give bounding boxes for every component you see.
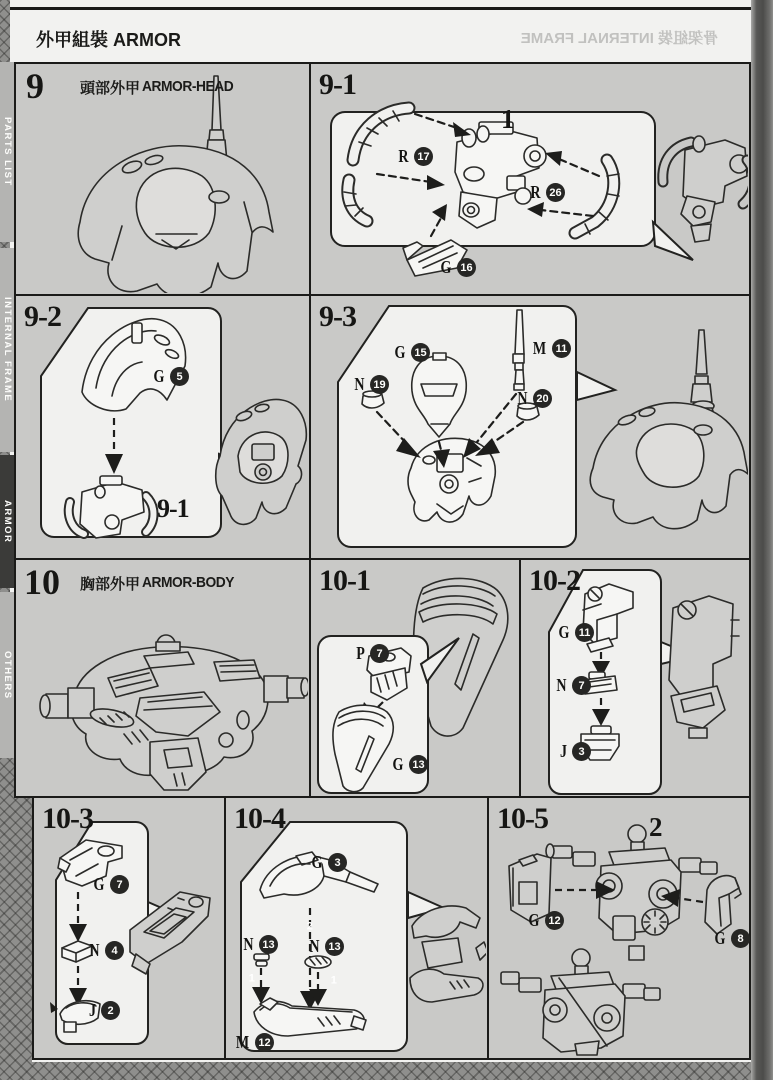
part-number-badge: 12 (545, 911, 564, 930)
part-callout-p7 (355, 643, 389, 664)
torso-frame-drawing (546, 825, 717, 960)
part-callout-r26 (529, 182, 565, 203)
part-letter: G (153, 366, 165, 386)
panel-step-10-2 (519, 558, 751, 798)
part-number-badge: 15 (411, 343, 430, 362)
step-title-en: ARMOR-BODY (142, 574, 234, 591)
part-letter: N (354, 374, 365, 394)
clip-part-n13-right (305, 956, 331, 968)
step-10-4-diagram (226, 798, 486, 1057)
panel-step-9 (14, 62, 311, 296)
part-callout-g3 (310, 852, 347, 873)
side-plate-part-g8 (705, 876, 741, 934)
part-number-badge: 12 (255, 1033, 274, 1052)
sidebar-tab-label: INTERNAL FRAME (2, 297, 13, 403)
part-callout-g8 (713, 928, 750, 949)
sidebar-tab-parts-list (0, 62, 15, 242)
assembly-arrow (677, 898, 703, 902)
sidebar-tab-label: ARMOR (2, 499, 13, 544)
part-letter: G (93, 874, 105, 894)
torso-drawing (40, 635, 308, 790)
callout-pointer (577, 372, 615, 400)
page-edge-texture (0, 758, 32, 1080)
part-letter: G (528, 910, 540, 930)
part-letter: G (558, 622, 570, 642)
clip-part-n13-left (254, 954, 269, 966)
part-number-badge: 13 (325, 937, 344, 956)
sidebar-tab-internal-frame (0, 248, 15, 452)
step-title-en: ARMOR-HEAD (142, 78, 234, 95)
page-spine-shadow (751, 0, 773, 1080)
panel-step-10-1 (309, 558, 521, 798)
part-callout-r17 (397, 146, 433, 167)
head-armor-outline (78, 146, 273, 293)
subassembly-ref-label: 9-1 (157, 494, 189, 523)
sidebar-tab-label: PARTS LIST (2, 117, 13, 187)
part-letter: G (392, 754, 404, 774)
part-callout-j2 (88, 1000, 120, 1021)
step-number: 10 (24, 562, 60, 602)
step-number: 9-1 (319, 68, 356, 101)
bleedthrough-text: 骨架組裝 INTERNAL FRAME (520, 30, 718, 47)
panel-step-9-2 (14, 294, 311, 560)
step-number: 9-3 (319, 300, 356, 333)
step-number: 9-2 (24, 300, 61, 333)
step-number: 10-3 (42, 802, 93, 835)
part-number-badge: 3 (328, 853, 347, 872)
result-chest-front-drawing (410, 906, 486, 1002)
result-head-drawing (216, 399, 307, 524)
part-number-badge: 3 (572, 742, 591, 761)
panel-step-10-4 (224, 796, 489, 1060)
part-letter: G (394, 342, 406, 362)
part-number-badge: 17 (414, 147, 433, 166)
part-letter: G (440, 257, 452, 277)
part-callout-n13-left (242, 934, 278, 955)
part-number-badge: 20 (533, 389, 552, 408)
part-callout-j3 (559, 741, 591, 762)
part-number-badge: 13 (409, 755, 428, 774)
part-callout-g15 (393, 342, 430, 363)
part-number-badge: 26 (546, 183, 565, 202)
part-number-badge: 5 (170, 367, 189, 386)
part-number-badge: 8 (731, 929, 750, 948)
part-callout-m12 (234, 1032, 274, 1053)
part-callout-m11 (531, 338, 571, 359)
step-title-cjk: 胸部外甲 (80, 576, 141, 593)
step-number: 10-5 (497, 802, 548, 835)
step-number: 10-2 (529, 564, 580, 597)
panel-step-9-3 (309, 294, 751, 560)
part-letter: N (517, 388, 528, 408)
result-torso-drawing (501, 949, 660, 1055)
part-callout-n13-right (308, 936, 344, 957)
step-10-3-diagram (34, 798, 223, 1057)
step-number: 10-4 (234, 802, 285, 835)
part-letter: M (532, 338, 547, 358)
result-head-antenna-drawing (590, 330, 748, 529)
step-number: 10-1 (319, 564, 370, 597)
part-callout-n20 (516, 388, 552, 409)
part-letter: J (559, 741, 568, 761)
sidebar-tab-others (0, 592, 15, 758)
part-callout-n19 (353, 374, 389, 395)
step-order-badge-2: 2 (307, 920, 314, 933)
part-letter: N (556, 675, 567, 695)
sidebar-tab-label: OTHERS (2, 650, 13, 700)
part-callout-g12 (527, 910, 564, 931)
panel-step-10-3 (32, 796, 226, 1060)
step-number: 9 (26, 66, 44, 106)
part-letter: R (398, 146, 409, 166)
sidebar-tab-armor (0, 455, 15, 588)
step-order-badge-1-left: 1 (249, 972, 256, 985)
part-number-badge: 19 (370, 375, 389, 394)
part-letter: R (530, 182, 541, 202)
part-callout-g11 (557, 622, 594, 643)
part-number-badge: 11 (575, 623, 594, 642)
panel-step-9-1 (309, 62, 751, 296)
part-callout-g5 (152, 366, 189, 387)
part-callout-n7 (555, 675, 591, 696)
part-number-badge: 16 (457, 258, 476, 277)
step-order-badge-1-right: 1 (331, 974, 338, 987)
part-number-badge: 7 (572, 676, 591, 695)
page-title-cjk: 外甲組裝 (36, 30, 108, 50)
step-9-3-diagram (311, 296, 748, 557)
part-letter: G (714, 928, 726, 948)
part-number-badge: 4 (105, 941, 124, 960)
part-callout-g16 (439, 257, 476, 278)
part-letter: N (243, 934, 254, 954)
step-9-1-diagram (311, 64, 748, 293)
part-letter: J (88, 1000, 97, 1020)
part-letter: M (235, 1032, 250, 1052)
part-callout-g7 (92, 874, 129, 895)
part-number-badge: 13 (259, 935, 278, 954)
page-title-en: ARMOR (113, 30, 182, 50)
assembly-number: 2 (649, 812, 663, 842)
panel-step-10-5 (487, 796, 751, 1060)
step-title-cjk: 頭部外甲 (80, 80, 141, 97)
part-number-badge: 7 (110, 875, 129, 894)
top-rule (10, 7, 751, 10)
part-number-badge: 2 (101, 1001, 120, 1020)
page-title (36, 26, 181, 52)
result-assembly-drawing (663, 136, 748, 242)
assembly-number: 1 (501, 104, 515, 134)
panel-step-10 (14, 558, 311, 798)
part-number-badge: 7 (370, 644, 389, 663)
part-callout-g13 (391, 754, 428, 775)
callout-pointer (653, 222, 693, 260)
part-number-badge: 11 (552, 339, 571, 358)
result-bracket-drawing (669, 596, 739, 738)
part-letter: G (311, 852, 323, 872)
part-letter: P (356, 643, 365, 663)
part-letter: N (309, 936, 320, 956)
part-callout-n4 (88, 940, 124, 961)
part-letter: N (89, 940, 100, 960)
armor-head-drawing (16, 64, 308, 293)
